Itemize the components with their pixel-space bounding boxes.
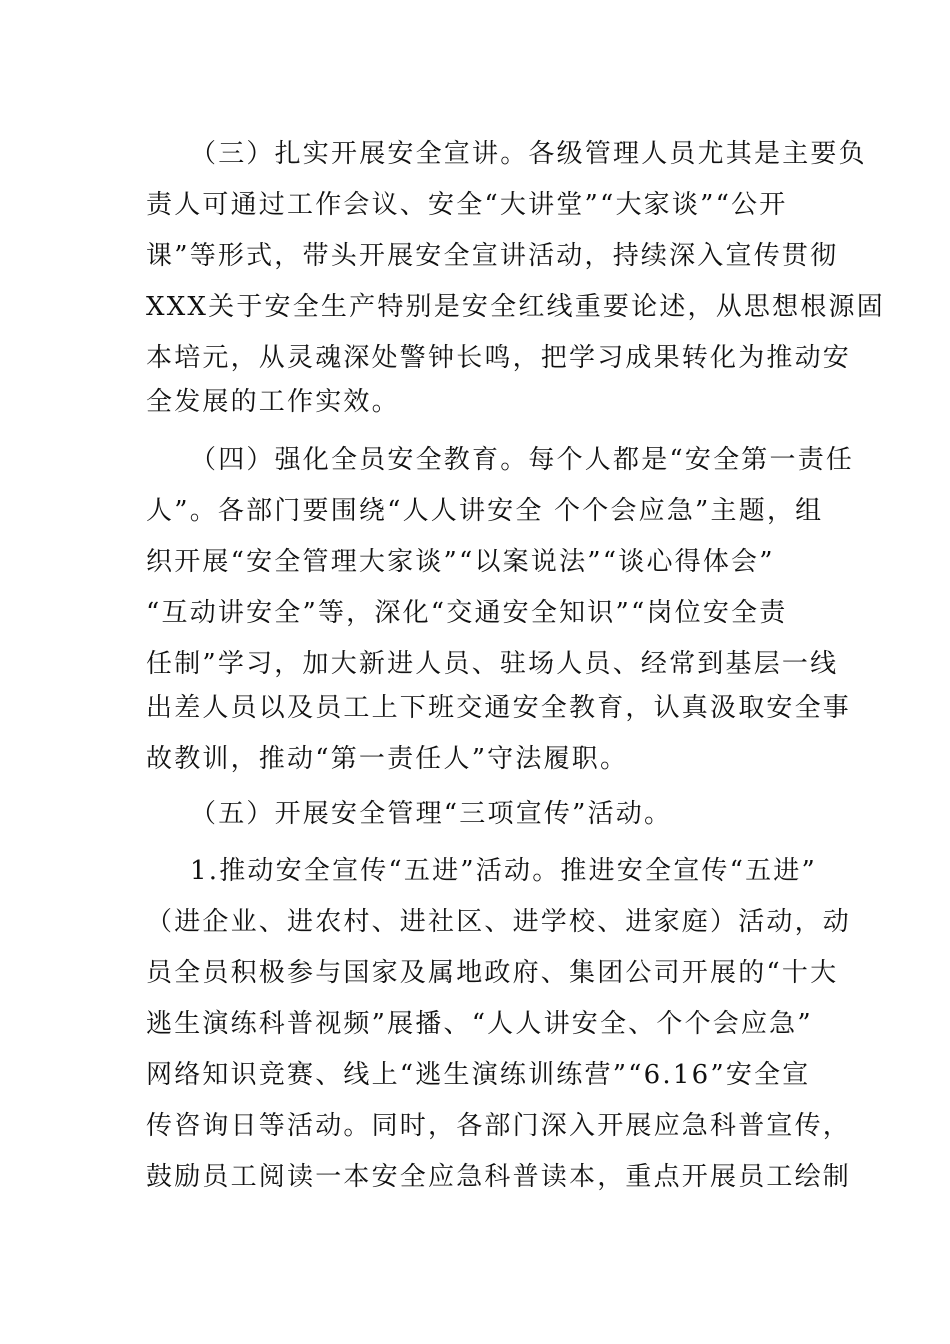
item-1-line-3: 员全员积极参与国家及属地政府、集团公司开展的“十大 (146, 958, 839, 988)
paragraph-4-line-2: 人”。各部门要围绕“人人讲安全 个个会应急”主题，组 (146, 496, 824, 526)
paragraph-3-line-5: 本培元，从灵魂深处警钟长鸣，把学习成果转化为推动安 (146, 343, 852, 373)
item-1-line-7: 鼓励员工阅读一本安全应急科普读本，重点开展员工绘制 (146, 1162, 852, 1192)
paragraph-4-line-5: 任制”学习，加大新进人员、驻场人员、经常到基层一线 (146, 649, 839, 679)
item-1-line-2: （进企业、进农村、进社区、进学校、进家庭）活动，动 (146, 907, 852, 937)
paragraph-4-line-3: 织开展“安全管理大家谈”“以案说法”“谈心得体会” (146, 547, 775, 577)
item-1-line-1: 1.推动安全宣传“五进”活动。推进安全宣传“五进” (190, 856, 817, 886)
paragraph-3-line-4: XXX关于安全生产特别是安全红线重要论述，从思想根源固 (146, 292, 885, 322)
paragraph-3-line-3: 课”等形式，带头开展安全宣讲活动，持续深入宣传贯彻 (146, 241, 839, 271)
paragraph-3-line-2: 责人可通过工作会议、安全“大讲堂”“大家谈”“公开 (146, 190, 788, 220)
paragraph-3-line-1: （三）扎实开展安全宣讲。各级管理人员尤其是主要负 (190, 139, 867, 169)
item-1-line-4: 逃生演练科普视频”展播、“人人讲安全、个个会应急” (146, 1009, 813, 1039)
paragraph-4-line-7: 故教训，推动“第一责任人”守法履职。 (146, 744, 629, 774)
item-1-line-6: 传咨询日等活动。同时，各部门深入开展应急科普宣传， (146, 1111, 852, 1141)
item-1-line-5: 网络知识竞赛、线上“逃生演练训练营”“6.16”安全宣 (146, 1060, 811, 1090)
paragraph-4-line-6: 出差人员以及员工上下班交通安全教育，认真汲取安全事 (146, 693, 852, 723)
paragraph-3-line-6: 全发展的工作实效。 (146, 387, 400, 417)
paragraph-5-heading: （五）开展安全管理“三项宣传”活动。 (190, 799, 673, 829)
paragraph-4-line-4: “互动讲安全”等，深化“交通安全知识”“岗位安全责 (146, 598, 788, 628)
paragraph-4-line-1: （四）强化全员安全教育。每个人都是“安全第一责任 (190, 445, 855, 475)
